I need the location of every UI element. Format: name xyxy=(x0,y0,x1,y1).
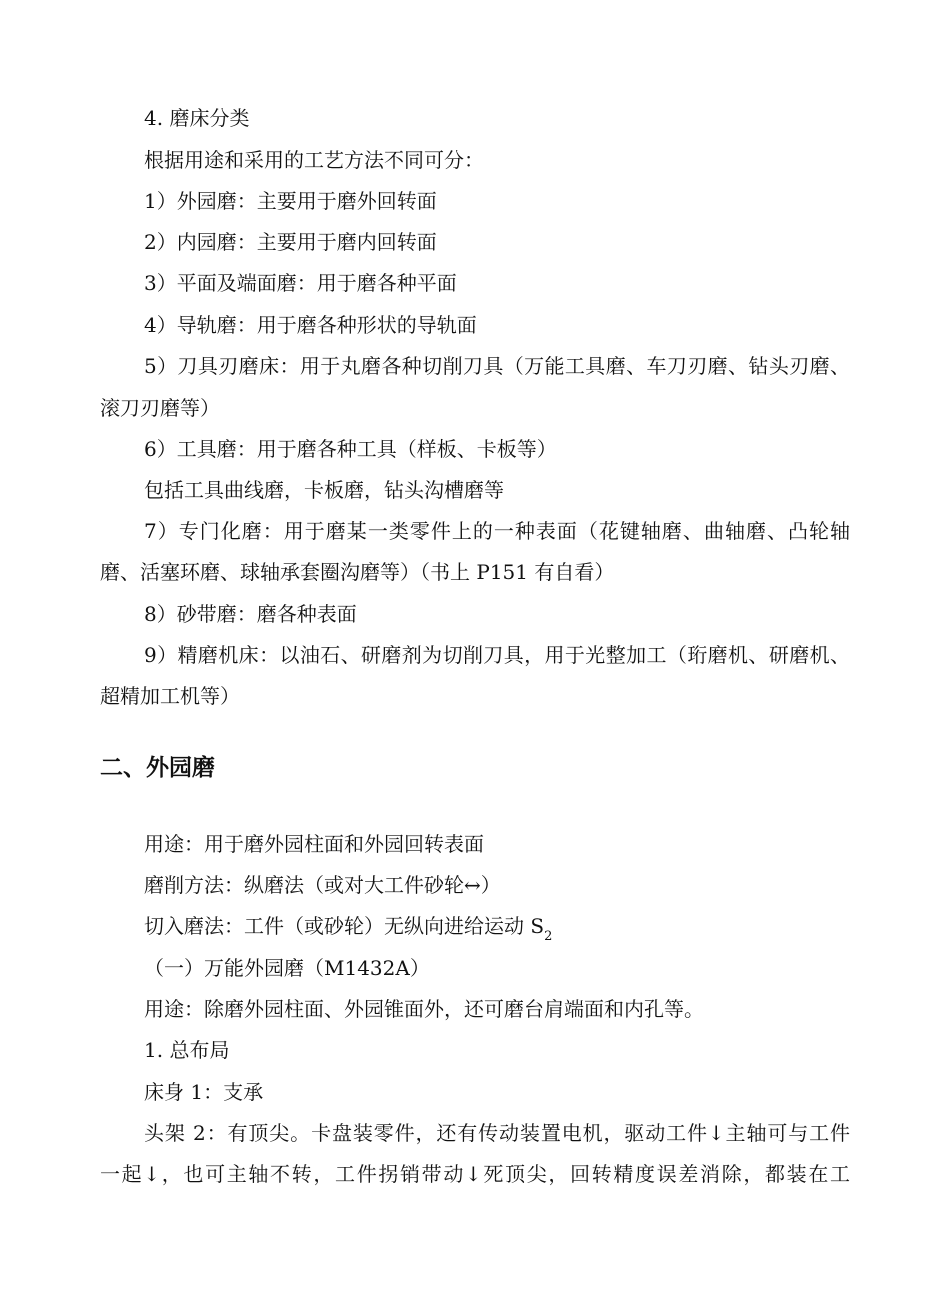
list-item: 3）平面及端面磨：用于磨各种平面 xyxy=(144,271,457,295)
list-item: 5）刀具刃磨床：用于丸磨各种切削刀具（万能工具磨、车刀刃磨、钻头刃磨、 xyxy=(144,354,850,378)
list-item-continuation: 超精加工机等） xyxy=(100,684,240,708)
list-item-note: 包括工具曲线磨，卡板磨，钻头沟槽磨等 xyxy=(144,478,504,502)
list-item-continuation: 磨、活塞环磨、球轴承套圈沟磨等）（书上 P151 有自看） xyxy=(100,560,615,584)
sub-heading-universal-grinder: （一）万能外园磨（M1432A） xyxy=(144,956,430,980)
bed-text: 床身 1：支承 xyxy=(144,1080,264,1104)
section-title-grinder-classification: 4. 磨床分类 xyxy=(144,106,250,130)
plunge-grinding-label: 切入磨法：工件（或砂轮）无纵向进给运动 S xyxy=(144,914,545,938)
usage-text-2: 用途：除磨外园柱面、外园锥面外，还可磨台肩端面和内孔等。 xyxy=(144,997,704,1021)
list-item: 4）导轨磨：用于磨各种形状的导轨面 xyxy=(144,313,477,337)
list-item: 8）砂带磨：磨各种表面 xyxy=(144,602,357,626)
plunge-grinding-text xyxy=(144,914,553,944)
section-heading-cylindrical-grinder: 二、外园磨 xyxy=(100,755,215,781)
layout-title: 1. 总布局 xyxy=(144,1038,230,1062)
usage-text: 用途：用于磨外园柱面和外园回转表面 xyxy=(144,832,484,856)
list-item: 2）内园磨：主要用于磨内回转面 xyxy=(144,230,437,254)
list-item: 7）专门化磨：用于磨某一类零件上的一种表面（花键轴磨、曲轴磨、凸轮轴 xyxy=(144,519,850,543)
list-item: 9）精磨机床：以油石、研磨剂为切削刀具，用于光整加工（珩磨机、研磨机、 xyxy=(144,643,850,667)
headstock-text: 头架 2：有顶尖。卡盘装零件，还有传动装置电机，驱动工件↓主轴可与工件 xyxy=(144,1121,850,1145)
list-item-continuation: 滚刀刃磨等） xyxy=(100,396,220,420)
intro-text: 根据用途和采用的工艺方法不同可分： xyxy=(144,148,484,172)
list-item: 1）外园磨：主要用于磨外回转面 xyxy=(144,189,437,213)
subscript: 2 xyxy=(544,929,553,944)
list-item: 6）工具磨：用于磨各种工具（样板、卡板等） xyxy=(144,437,557,461)
grinding-method-text: 磨削方法：纵磨法（或对大工件砂轮↔） xyxy=(144,873,501,897)
headstock-text-continuation: 一起↓，也可主轴不转，工件拐销带动↓死顶尖，回转精度误差消除，都装在工 xyxy=(100,1162,850,1186)
